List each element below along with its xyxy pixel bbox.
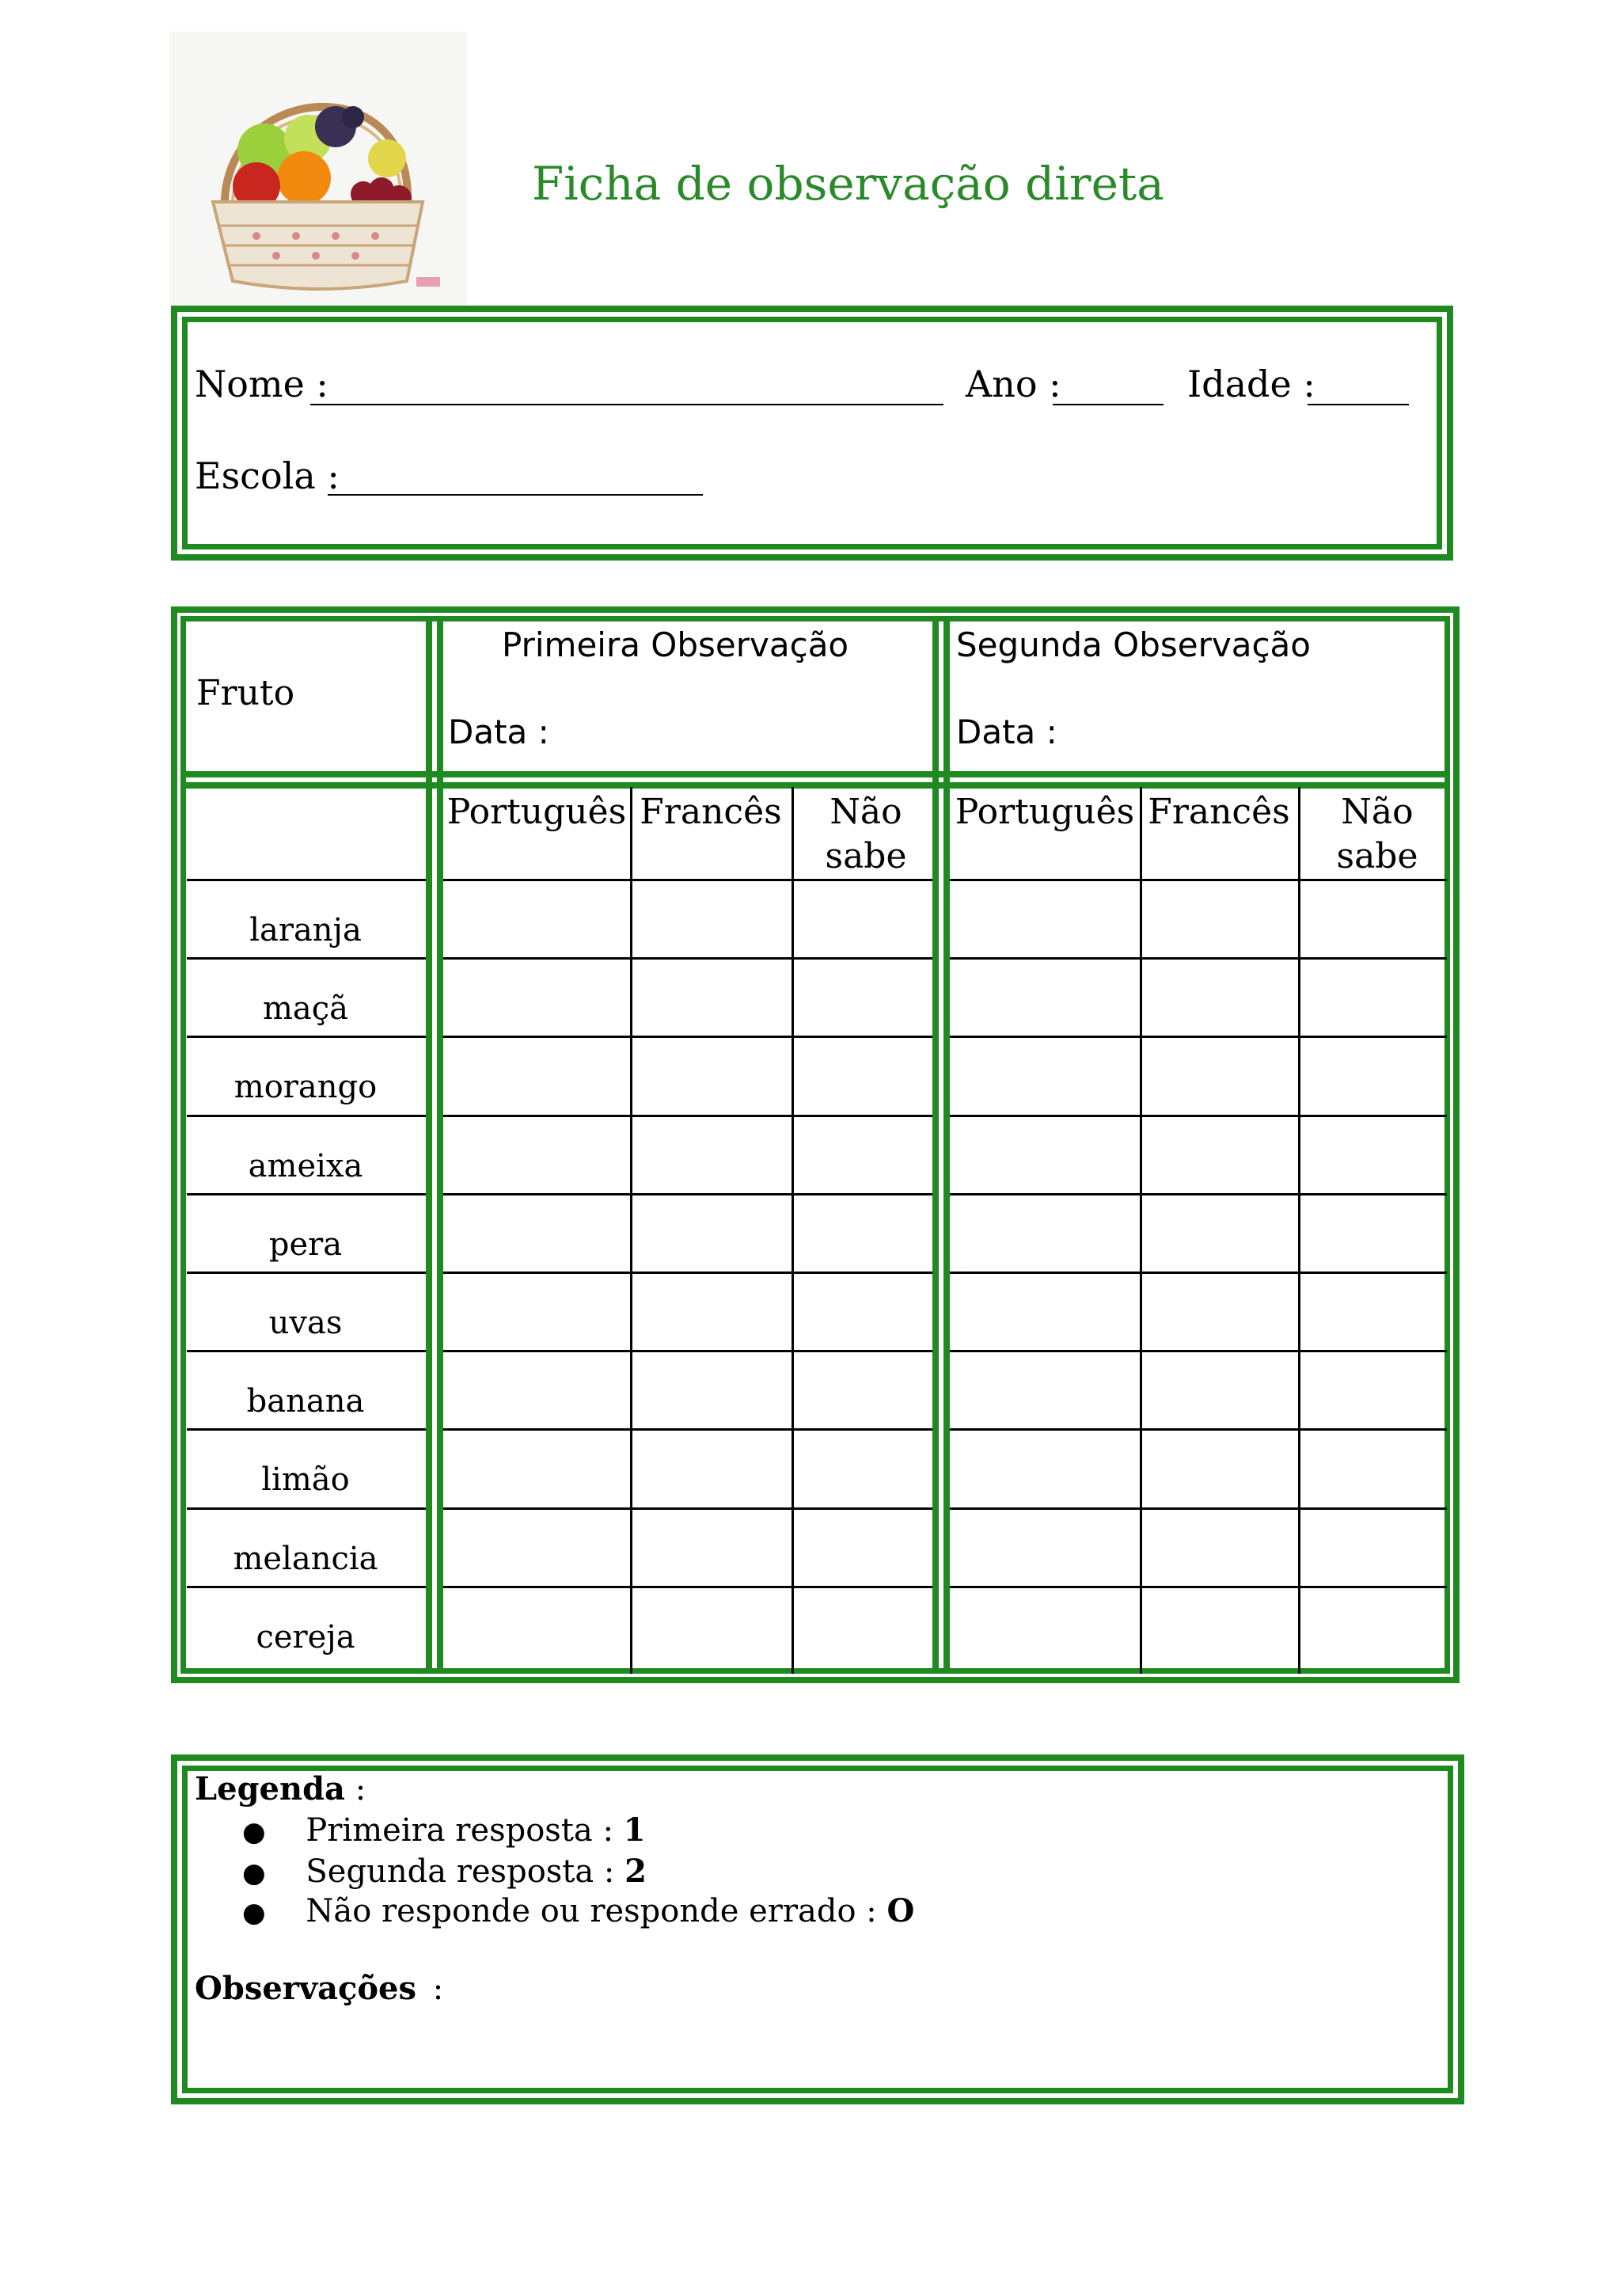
fruit-label: ameixa <box>248 1148 363 1184</box>
ano-field[interactable] <box>1053 404 1164 405</box>
second-observation-header: Segunda Observação <box>956 625 1311 664</box>
sub-header-portugues-2: Português <box>955 792 1135 832</box>
row-line <box>950 1036 1447 1038</box>
legend-item-1 <box>242 1811 646 1849</box>
page-title: Ficha de observação direta <box>532 157 1164 211</box>
legend-colon: : <box>355 1771 366 1808</box>
escola-field[interactable] <box>328 494 703 496</box>
legend-item-2-text: Segunda resposta : <box>306 1853 615 1890</box>
row-line <box>950 1350 1447 1352</box>
legend-title <box>195 1770 366 1808</box>
nome-field[interactable] <box>310 404 943 405</box>
fruto-header: Fruto <box>196 673 295 713</box>
escola-label: Escola : <box>195 454 340 497</box>
fruit-label: banana <box>246 1383 365 1420</box>
fruit-label: morango <box>233 1069 378 1105</box>
observacoes-colon: : <box>432 1971 444 2007</box>
row-line <box>950 1428 1447 1431</box>
idade-label: Idade : <box>1187 363 1315 405</box>
fruit-label: maçã <box>262 990 349 1027</box>
sub-header-frances-2: Francês <box>1148 792 1290 832</box>
observacoes-label: Observações <box>195 1970 417 2007</box>
nome-label: Nome : <box>195 363 328 405</box>
row-line <box>443 879 932 881</box>
row-line <box>187 1272 426 1274</box>
sub-header-nao-sabe-1: Não sabe <box>825 792 907 876</box>
fruit-label: pera <box>268 1226 343 1263</box>
fruit-label: uvas <box>268 1305 343 1341</box>
row-line <box>950 957 1447 960</box>
row-line <box>950 879 1447 881</box>
row-line <box>187 1507 426 1510</box>
row-line <box>443 957 932 960</box>
row-line <box>443 1115 932 1117</box>
row-line <box>187 957 426 960</box>
row-line <box>950 1115 1447 1117</box>
row-line <box>187 1115 426 1117</box>
fruit-basket-icon <box>169 32 467 306</box>
row-line <box>950 1272 1447 1274</box>
row-line <box>950 1507 1447 1510</box>
legend-item-1-text: Primeira resposta : <box>306 1812 613 1849</box>
row-line <box>950 1193 1447 1196</box>
sub-header-frances-1: Francês <box>640 792 782 832</box>
second-data-label: Data : <box>956 713 1057 751</box>
legend-item-1-value: 1 <box>623 1811 646 1849</box>
row-line <box>187 1586 426 1588</box>
observacoes-line <box>195 1970 443 2007</box>
fruit-label: melancia <box>233 1541 378 1577</box>
row-line <box>187 1428 426 1431</box>
row-line <box>443 1428 932 1431</box>
identity-box <box>171 306 1453 561</box>
sub-header-portugues-1: Português <box>446 792 627 832</box>
row-line <box>443 1586 932 1588</box>
legend-title-text: Legenda <box>195 1770 345 1808</box>
row-line <box>950 1586 1447 1588</box>
row-line <box>187 879 426 881</box>
fruit-label: laranja <box>249 912 362 948</box>
bullet-icon: ● <box>242 1857 266 1889</box>
legend-item-2 <box>242 1853 647 1890</box>
bullet-icon: ● <box>242 1816 266 1848</box>
first-data-label: Data : <box>448 713 549 751</box>
first-observation-header: Primeira Observação <box>502 625 849 664</box>
row-line <box>443 1507 932 1510</box>
sub-header-nao-sabe-2: Não sabe <box>1336 792 1418 876</box>
row-line <box>187 1036 426 1038</box>
observation-table <box>171 606 1460 1683</box>
fruit-label: limão <box>261 1462 350 1498</box>
row-line <box>443 1036 932 1038</box>
row-line <box>443 1272 932 1274</box>
bullet-icon: ● <box>242 1897 266 1929</box>
idade-field[interactable] <box>1308 404 1409 405</box>
row-line <box>443 1193 932 1196</box>
legend-item-2-value: 2 <box>624 1853 647 1890</box>
fruit-label: cereja <box>256 1619 355 1655</box>
legend-item-3-value: O <box>886 1892 915 1929</box>
legend-item-3-text: Não responde ou responde errado : <box>306 1893 877 1929</box>
row-line <box>443 1350 932 1352</box>
row-line <box>187 1350 426 1352</box>
ano-label: Ano : <box>966 363 1061 405</box>
legend-item-3 <box>242 1892 914 1929</box>
row-line <box>187 1193 426 1196</box>
